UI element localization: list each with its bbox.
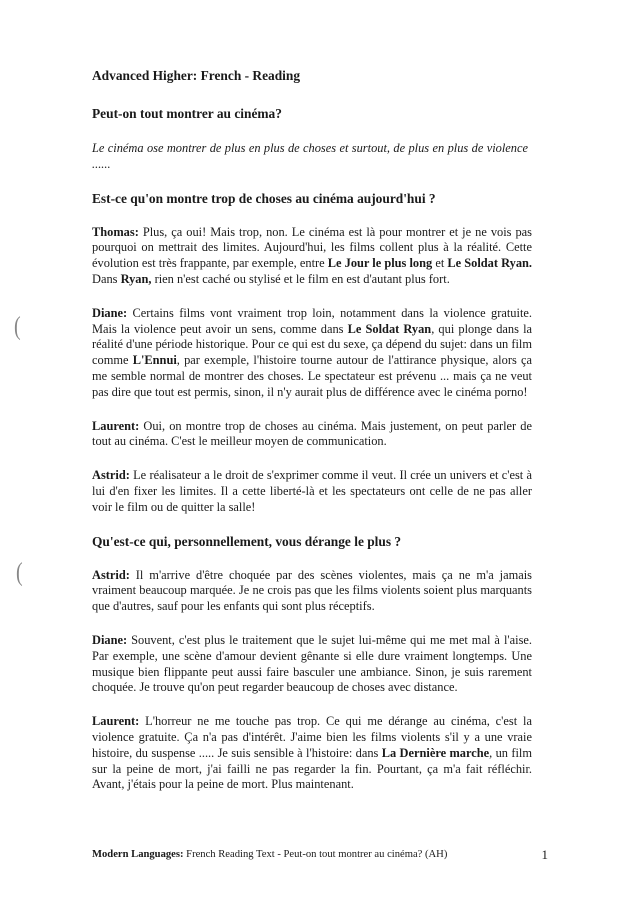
film-title: Le Jour le plus long	[327, 256, 433, 271]
film-title: La Dernière marche	[381, 745, 490, 760]
document-title: Advanced Higher: French - Reading	[92, 68, 301, 83]
margin-mark: (	[16, 558, 23, 588]
film-title: Ryan,	[120, 271, 152, 286]
film-title: Le Soldat Ryan.	[447, 256, 533, 271]
paragraph-text: Plus, ça oui! Mais trop, non. Le cinéma est là pour montrer et je ne vois pas pourquoi on mettrait des limites. Aujourd'hui, les films collent plus à la réalité. Cette évolution est très frappante, par exemple, entre	[92, 224, 532, 271]
footer-label: Modern Languages:	[92, 849, 184, 860]
speaker-name: Laurent:	[92, 714, 140, 729]
article-title: Peut-on tout montrer au cinéma?	[92, 106, 282, 121]
paragraph-text: rien n'est caché ou stylisé et le film en est d'autant plus fort.	[151, 271, 450, 286]
paragraph-text: et	[432, 256, 448, 271]
question-2: Qu'est-ce qui, personnellement, vous dérange le plus ?	[92, 533, 402, 549]
paragraph-text: Oui, on montre trop de choses au cinéma. Mais justement, on peut parler de tout au cinéma. C'est le meilleur moyen de communication.	[92, 418, 532, 449]
paragraph-text: Il m'arrive d'être choquée par des scènes violentes, mais ça ne m'a jamais vraiment beaucoup marquée. Je ne crois pas que les films violents soient plus marquants que d'autres, sauf pour les enfants qui sont plus réceptifs.	[92, 567, 532, 614]
paragraph-text: , un film sur la peine de mort, j'ai failli ne pas regarder la fin. Pourtant, ça m'a fait réfléchir. Avant, j'étais pour la peine de mort. Plus maintenant.	[92, 745, 532, 792]
page-number: 1	[541, 847, 548, 862]
speaker-name: Astrid:	[92, 567, 130, 582]
diane-paragraph-1	[92, 306, 532, 401]
speaker-name: Astrid:	[92, 468, 130, 483]
speaker-name: Diane:	[92, 305, 128, 320]
speaker-name: Laurent:	[92, 418, 140, 433]
footer-text: French Reading Text - Peut-on tout montrer au cinéma? (AH)	[183, 849, 448, 860]
paragraph-text: L'horreur ne me touche pas trop. Ce qui me dérange au cinéma, c'est la violence gratuite. Ça n'a pas d'intérêt. J'aime bien les films violents s'il y a une vraie histoire, du suspense ..... Je suis sensible à l'histoire: dans	[92, 714, 532, 760]
thomas-paragraph	[92, 225, 532, 288]
astrid-paragraph-1	[92, 468, 532, 515]
paragraph-text: Souvent, c'est plus le traitement que le sujet lui-même qui me met mal à l'aise. Par exemple, une scène d'amour devient gênante si elle dure vraiment longtemps. Une musique bien flippante peut aussi faire basculer une ambiance. Sinon, je suis rarement choquée. Je trouve qu'on peut regarder beaucoup de choses avec distance.	[92, 632, 532, 695]
film-title: L'Ennui	[132, 353, 177, 368]
laurent-paragraph-1	[92, 419, 532, 451]
astrid-paragraph-2	[92, 568, 532, 615]
document-body	[92, 68, 532, 793]
page-footer	[92, 848, 548, 862]
question-1: Est-ce qu'on montre trop de choses au cinéma aujourd'hui ?	[92, 190, 436, 206]
paragraph-text: , qui plonge dans la réalité d'une période historique. Pour ce qui est du sexe, ça dépend du sujet: dans un film comme	[92, 321, 533, 368]
speaker-name: Diane:	[92, 632, 128, 647]
diane-paragraph-2	[92, 633, 532, 696]
margin-mark: (	[14, 312, 21, 342]
speaker-name: Thomas:	[92, 224, 139, 239]
paragraph-text: Dans	[92, 271, 121, 286]
paragraph-text: Le réalisateur a le droit de s'exprimer comme il veut. Il crée un univers et c'est à lui d'en fixer les limites. Il a cette liberté-là et les spectateurs ont celle de ne pas aller voir le film ou de quitter la salle!	[92, 468, 532, 514]
laurent-paragraph-2	[92, 714, 532, 793]
paragraph-text: , par exemple, l'histoire tourne autour de l'attirance physique, alors ça me semble normal de montrer des choses. Le spectateur est prévenu ... mais ça ne veut pas dire que tout est permis, sinon, il n'y aurait plus de différence avec le cinéma porno!	[92, 353, 532, 399]
paragraph-text: Certains films vont vraiment trop loin, notamment dans la violence gratuite. Mais la violence peut avoir un sens, comme dans	[92, 305, 532, 336]
intro-text: Le cinéma ose montrer de plus en plus de choses et surtout, de plus en plus de violence ......	[92, 141, 528, 171]
film-title: Le Soldat Ryan	[347, 321, 432, 336]
